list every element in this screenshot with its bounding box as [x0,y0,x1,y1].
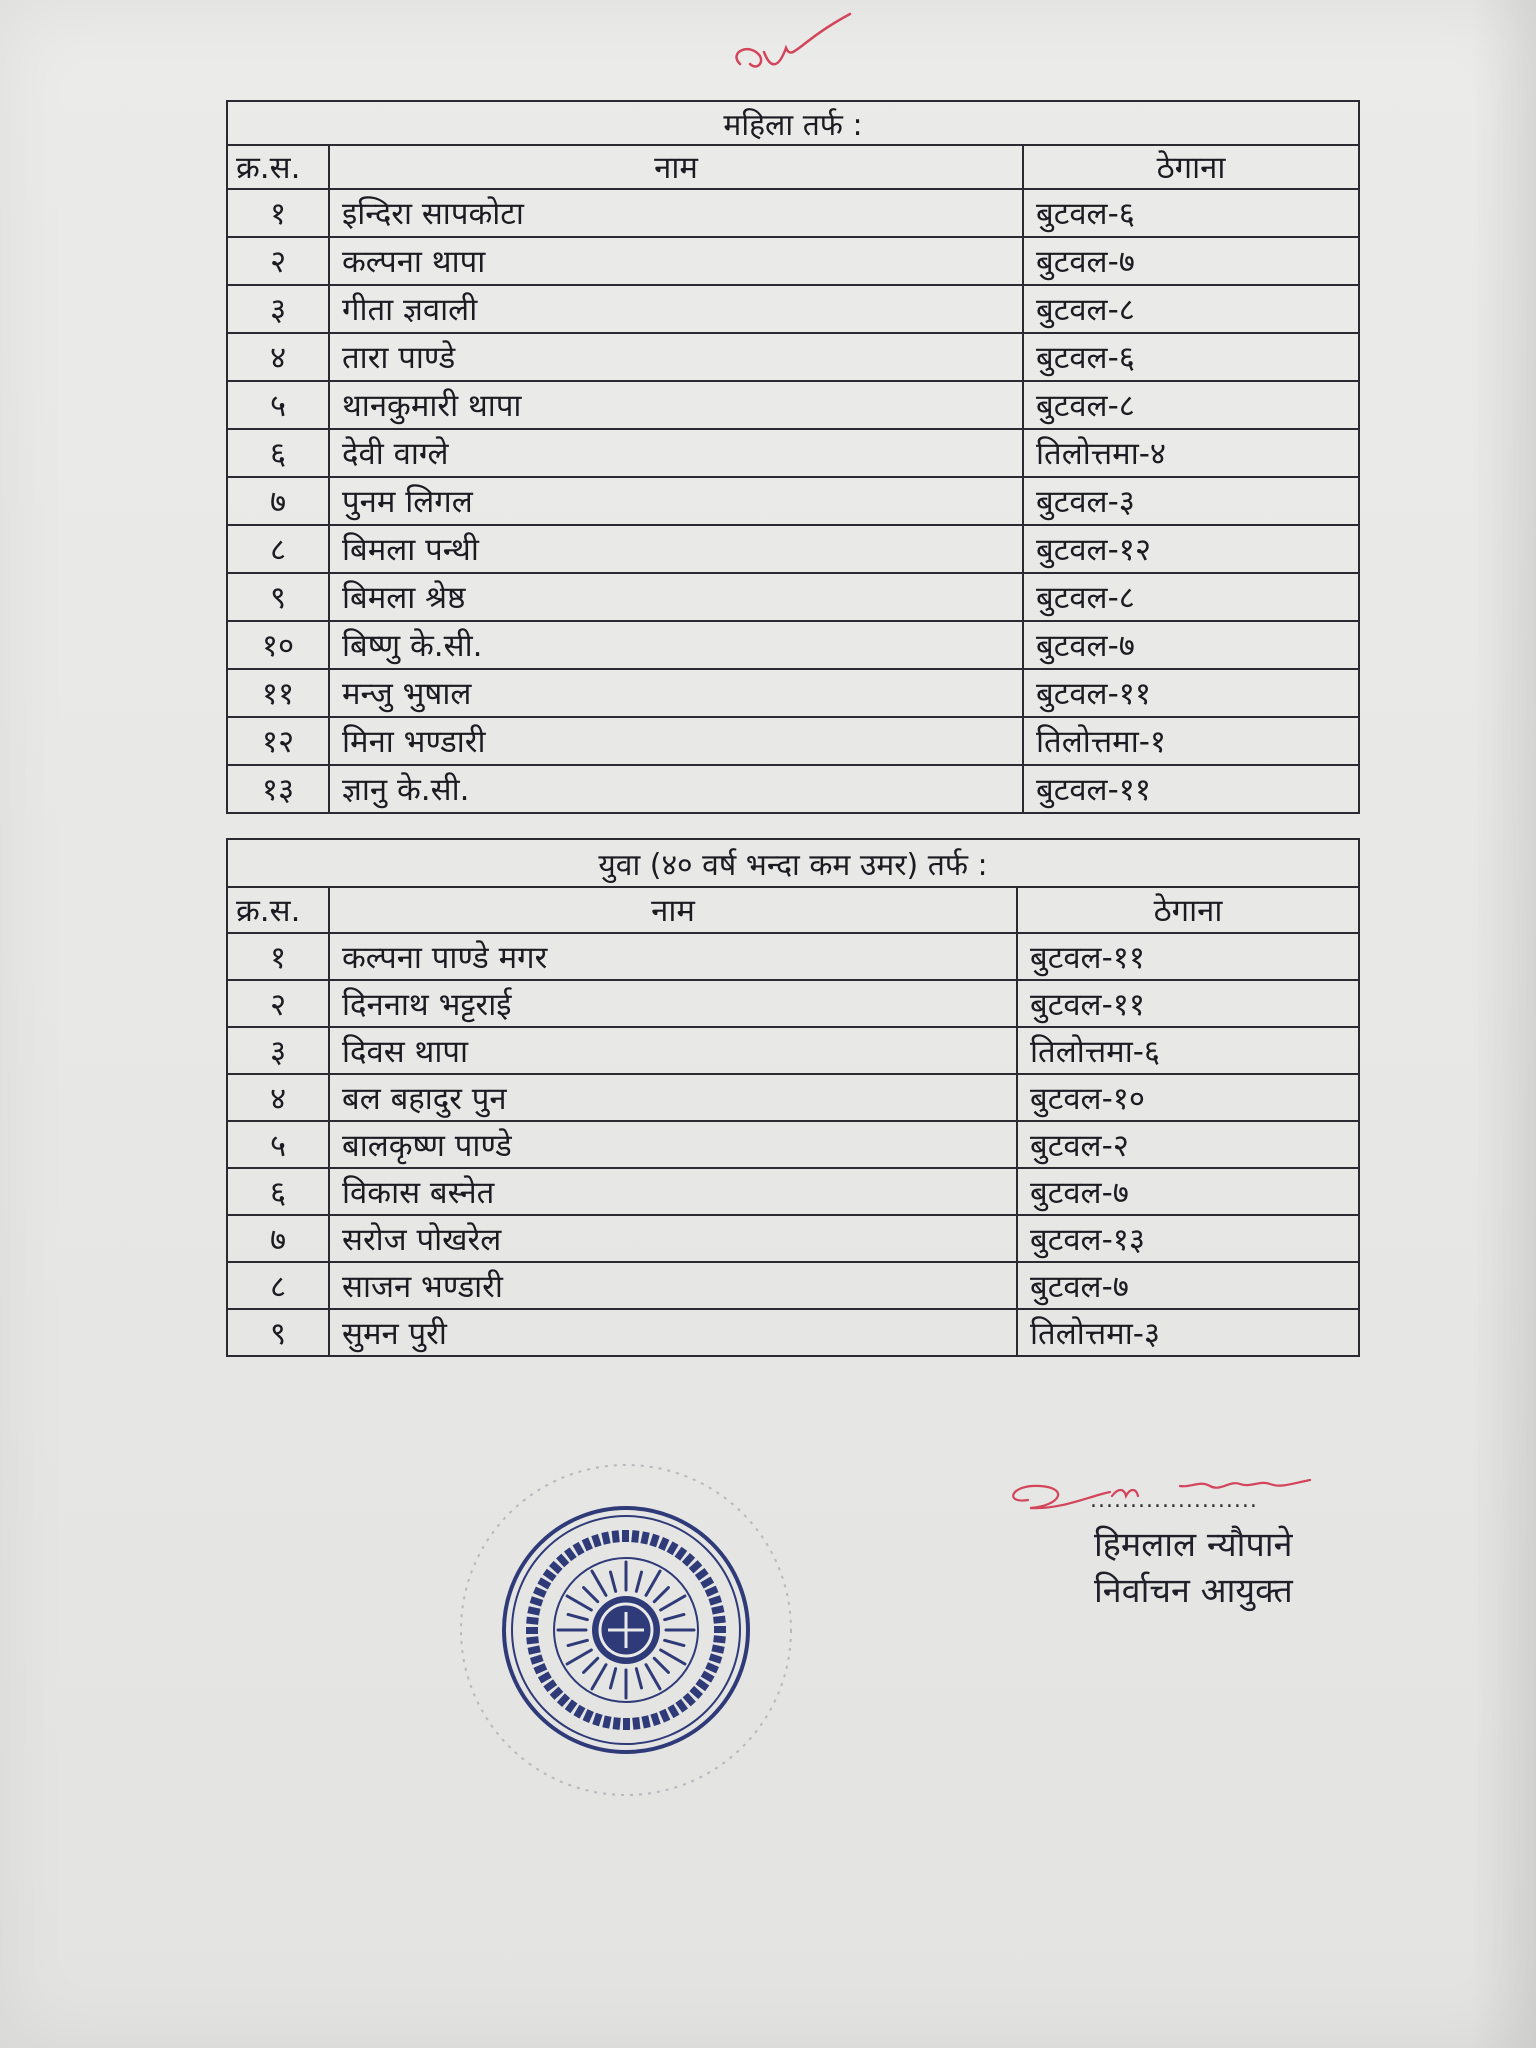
candidate-name-cell: बालकृष्ण पाण्डे [329,1121,1017,1168]
serial-number-cell: ४ [227,333,329,381]
table-row [227,933,1359,980]
address-cell: बुटवल-३ [1023,477,1359,525]
table-row [227,285,1359,333]
table-row [227,381,1359,429]
address-cell: तिलोत्तमा-३ [1017,1309,1359,1356]
serial-number-cell: ६ [227,429,329,477]
serial-number-cell: ४ [227,1074,329,1121]
candidate-name-cell: बल बहादुर पुन [329,1074,1017,1121]
table-row [227,765,1359,813]
address-cell: बुटवल-२ [1017,1121,1359,1168]
serial-number-cell: ९ [227,1309,329,1356]
serial-number-cell: ८ [227,525,329,573]
women-candidates-table [226,100,1360,814]
serial-number-cell: १ [227,189,329,237]
serial-number-cell: १२ [227,717,329,765]
address-cell: बुटवल-१२ [1023,525,1359,573]
candidate-name-cell: तारा पाण्डे [329,333,1023,381]
table-row [227,1027,1359,1074]
table-row [227,980,1359,1027]
table-row [227,669,1359,717]
serial-number-cell: ३ [227,285,329,333]
table-row [227,429,1359,477]
address-cell: बुटवल-७ [1017,1262,1359,1309]
serial-number-cell: ५ [227,381,329,429]
signature-line: ..................... [1090,1488,1258,1513]
address-cell: बुटवल-७ [1017,1168,1359,1215]
candidate-name-cell: मन्जु भुषाल [329,669,1023,717]
table-row [227,573,1359,621]
address-cell: बुटवल-११ [1017,980,1359,1027]
candidate-name-cell: बिमला श्रेष्ठ [329,573,1023,621]
address-cell: बुटवल-१० [1017,1074,1359,1121]
serial-number-cell: ५ [227,1121,329,1168]
column-header-sn: क्र.स. [227,887,329,933]
candidate-name-cell: कल्पना पाण्डे मगर [329,933,1017,980]
table-row [227,1121,1359,1168]
candidate-name-cell: सरोज पोखरेल [329,1215,1017,1262]
serial-number-cell: १ [227,933,329,980]
serial-number-cell: ७ [227,1215,329,1262]
address-cell: बुटवल-७ [1023,621,1359,669]
serial-number-cell: ११ [227,669,329,717]
official-round-seal-icon [456,1460,796,1800]
address-cell: बुटवल-७ [1023,237,1359,285]
serial-number-cell: २ [227,237,329,285]
candidate-name-cell: विकास बस्नेत [329,1168,1017,1215]
column-header-sn: क्र.स. [227,145,329,189]
table-row [227,1309,1359,1356]
serial-number-cell: ७ [227,477,329,525]
candidate-name-cell: साजन भण्डारी [329,1262,1017,1309]
table-row [227,333,1359,381]
youth-section-title: युवा (४० वर्ष भन्दा कम उमर) तर्फ : [227,839,1359,887]
table-row [227,717,1359,765]
address-cell: बुटवल-११ [1023,765,1359,813]
serial-number-cell: ६ [227,1168,329,1215]
candidate-name-cell: पुनम लिगल [329,477,1023,525]
address-cell: बुटवल-६ [1023,333,1359,381]
address-cell: बुटवल-११ [1017,933,1359,980]
column-header-address: ठेगाना [1017,887,1359,933]
table-row [227,189,1359,237]
address-cell: तिलोत्तमा-६ [1017,1027,1359,1074]
candidate-name-cell: बिष्णु के.सी. [329,621,1023,669]
candidate-name-cell: कल्पना थापा [329,237,1023,285]
column-header-name: नाम [329,145,1023,189]
candidate-name-cell: देवी वाग्ले [329,429,1023,477]
candidate-name-cell: थानकुमारी थापा [329,381,1023,429]
serial-number-cell: १३ [227,765,329,813]
serial-number-cell: १० [227,621,329,669]
table-row [227,1168,1359,1215]
serial-number-cell: ९ [227,573,329,621]
address-cell: तिलोत्तमा-१ [1023,717,1359,765]
address-cell: बुटवल-८ [1023,573,1359,621]
column-header-address: ठेगाना [1023,145,1359,189]
table-row [227,1074,1359,1121]
table-row [227,1262,1359,1309]
signatory-name: हिमलाल न्यौपाने [1094,1525,1293,1565]
serial-number-cell: २ [227,980,329,1027]
candidate-name-cell: मिना भण्डारी [329,717,1023,765]
women-section-title: महिला तर्फ : [227,101,1359,145]
table-row [227,1215,1359,1262]
candidate-name-cell: ज्ञानु के.सी. [329,765,1023,813]
candidate-name-cell: सुमन पुरी [329,1309,1017,1356]
handwritten-initial-mark [720,12,860,82]
serial-number-cell: ३ [227,1027,329,1074]
column-header-name: नाम [329,887,1017,933]
candidate-name-cell: इन्दिरा सापकोटा [329,189,1023,237]
candidate-name-cell: बिमला पन्थी [329,525,1023,573]
candidate-name-cell: गीता ज्ञवाली [329,285,1023,333]
table-row [227,237,1359,285]
candidate-name-cell: दिननाथ भट्टराई [329,980,1017,1027]
address-cell: बुटवल-८ [1023,381,1359,429]
address-cell: बुटवल-६ [1023,189,1359,237]
table-row [227,525,1359,573]
address-cell: तिलोत्तमा-४ [1023,429,1359,477]
address-cell: बुटवल-१३ [1017,1215,1359,1262]
table-row [227,477,1359,525]
address-cell: बुटवल-८ [1023,285,1359,333]
candidate-name-cell: दिवस थापा [329,1027,1017,1074]
youth-candidates-table [226,838,1360,1357]
address-cell: बुटवल-११ [1023,669,1359,717]
serial-number-cell: ८ [227,1262,329,1309]
table-row [227,621,1359,669]
signatory-role: निर्वाचन आयुक्त [1094,1571,1293,1611]
